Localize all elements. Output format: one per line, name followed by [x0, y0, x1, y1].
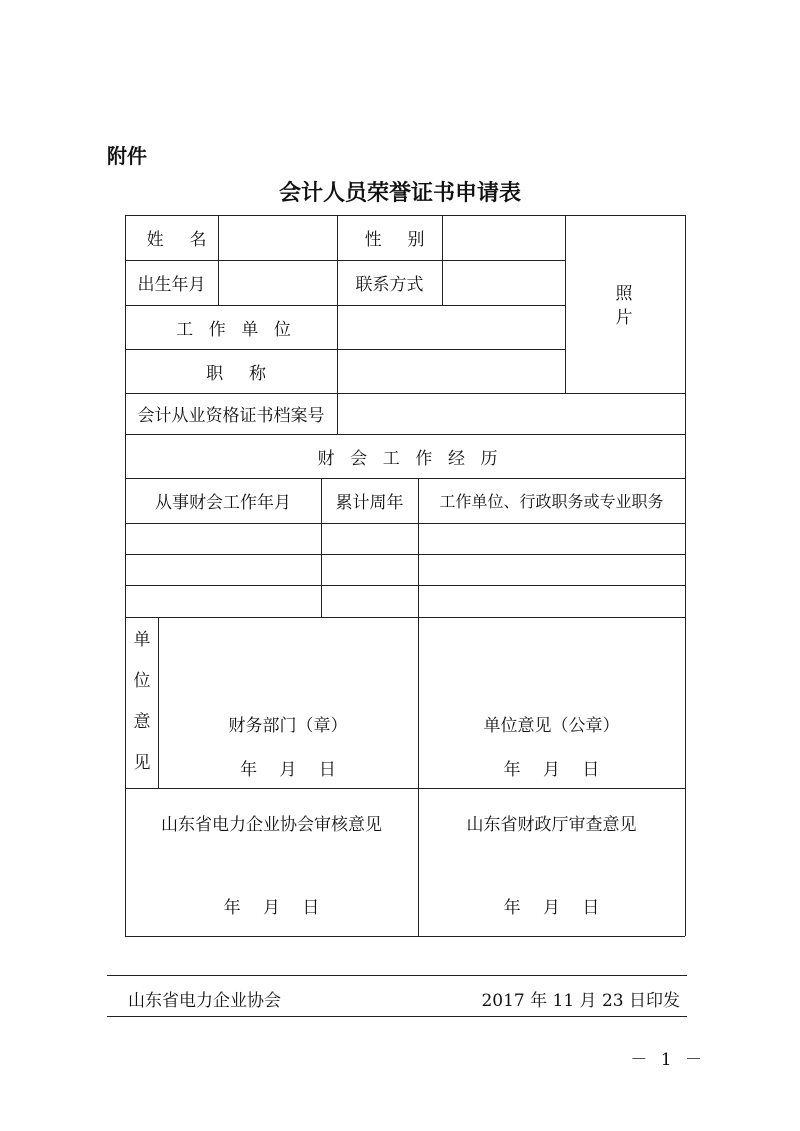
name-field[interactable] [218, 215, 337, 260]
professional-title-field[interactable] [337, 349, 565, 393]
work-history-header: 财 会 工 作 经 历 [317, 448, 503, 469]
contact-label: 联系方式 [355, 275, 424, 295]
footer-bottom-rule [107, 1016, 687, 1017]
history-row[interactable] [125, 554, 685, 585]
unit-opinion-vertical-label: 单 位 意 见 [133, 630, 151, 773]
col-total-years: 累计周年 [335, 493, 404, 513]
association-review-date: 年 月 日 [223, 897, 320, 918]
page-number: － 1 － [630, 1050, 706, 1070]
work-unit-field[interactable] [337, 305, 565, 349]
unit-seal: 单位意见（公章） [483, 715, 620, 736]
gender-label: 性 别 [364, 230, 435, 250]
finance-dept-seal: 财务部门（章） [228, 715, 348, 736]
photo-label-1: 照 [615, 284, 633, 304]
cert-number-label: 会计从业资格证书档案号 [137, 406, 325, 426]
finance-bureau-review-date: 年 月 日 [503, 897, 600, 918]
birth-field[interactable] [218, 260, 337, 305]
footer-issuer: 山东省电力企业协会 [128, 991, 281, 1011]
unit-seal-date: 年 月 日 [503, 759, 600, 780]
gender-field[interactable] [442, 215, 565, 260]
col-work-years: 从事财会工作年月 [155, 493, 291, 513]
attachment-label: 附件 [107, 144, 147, 168]
col-unit-position: 工作单位、行政职务或专业职务 [439, 492, 664, 511]
footer-issue-date: 2017 年 11 月 23 日印发 [481, 991, 680, 1011]
history-row[interactable] [125, 523, 685, 554]
contact-field[interactable] [442, 260, 565, 305]
history-row[interactable] [125, 585, 685, 617]
birth-label: 出生年月 [137, 275, 206, 295]
professional-title-label: 职 称 [206, 363, 277, 384]
association-review: 山东省电力企业协会审核意见 [161, 814, 382, 835]
footer-top-rule [107, 975, 687, 976]
photo-label-2: 片 [615, 308, 633, 328]
form-title: 会计人员荣誉证书申请表 [278, 180, 521, 206]
name-label: 姓 名 [146, 230, 217, 250]
finance-dept-date: 年 月 日 [240, 759, 336, 780]
work-unit-label: 工 作 单 位 [176, 319, 297, 340]
finance-bureau-review: 山东省财政厅审查意见 [466, 814, 637, 835]
cert-number-field[interactable] [337, 393, 685, 434]
